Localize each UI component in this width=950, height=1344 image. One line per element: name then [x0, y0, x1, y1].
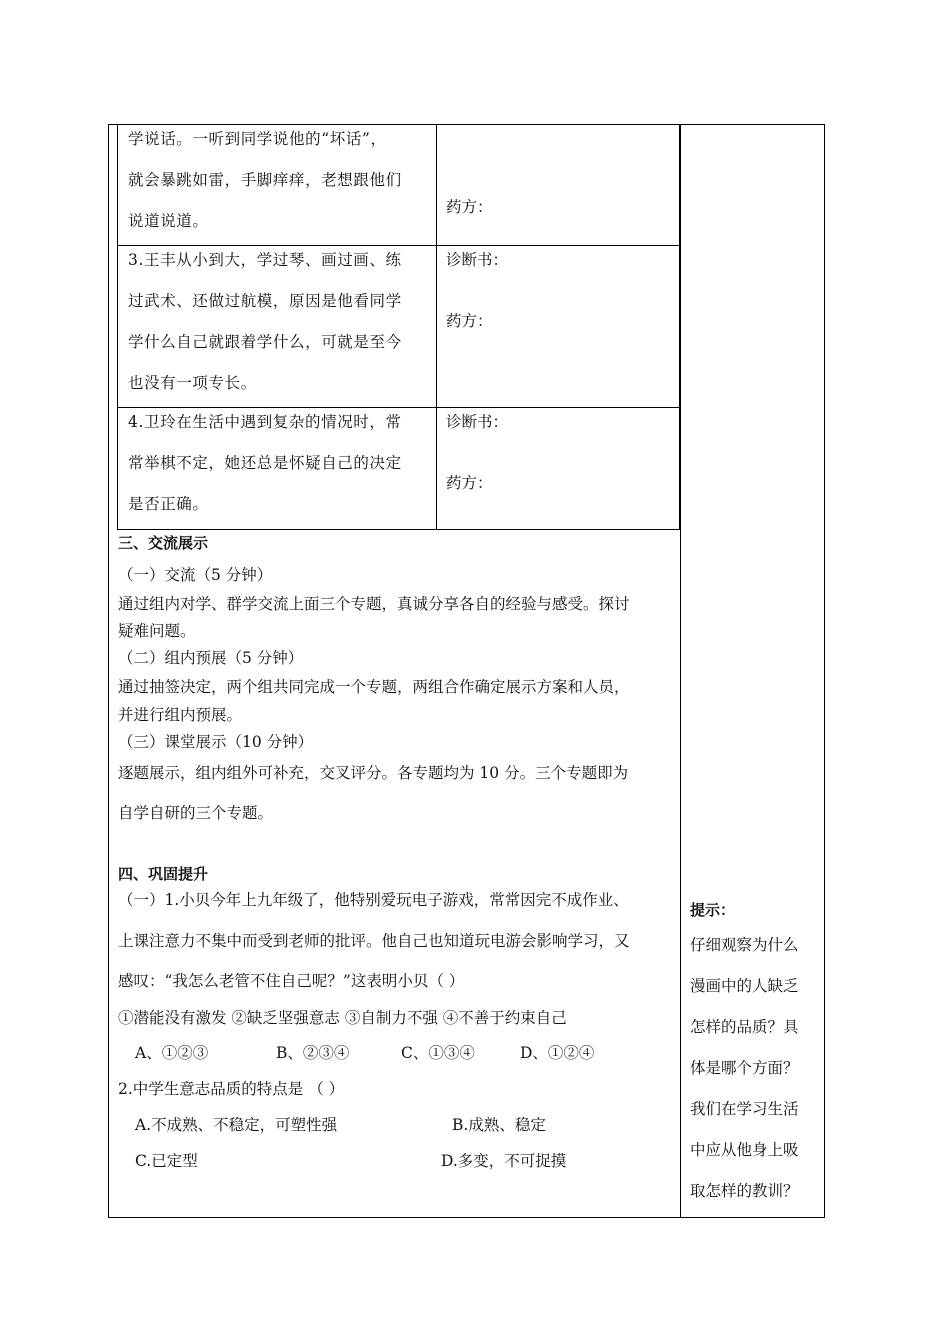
choice-b: B、②③④ — [276, 1044, 350, 1062]
text-line: 常举棋不定，她还总是怀疑自己的决定 — [128, 454, 402, 472]
prescription-label: 药方： — [446, 312, 493, 330]
text-line: 学说话。一听到同学说他的“坏话”， — [128, 130, 387, 148]
hint-line: 中应从他身上吸 — [690, 1141, 799, 1159]
section-heading: 三、交流展示 — [118, 534, 209, 552]
text-line: 学什么自己就跟着学什么，可就是至今 — [128, 333, 402, 351]
paragraph-line: 自学自研的三个专题。 — [118, 804, 274, 822]
question-line: 上课注意力不集中而受到老师的批评。他自己也知道玩电游会影响学习，又 — [118, 932, 630, 950]
sidebar-divider — [680, 124, 681, 1218]
hint-title: 提示： — [690, 901, 736, 919]
prescription-label: 药方： — [446, 474, 493, 492]
diagnosis-label: 诊断书： — [446, 413, 509, 431]
question-options: ①潜能没有激发 ②缺乏坚强意志 ③自制力不强 ④不善于约束自己 — [118, 1009, 567, 1027]
text-line: 就会暴跳如雷，手脚痒痒，老想跟他们 — [128, 171, 402, 189]
choice-a: A.不成熟、不稳定，可塑性强 — [135, 1116, 338, 1134]
choice-a: A、①②③ — [135, 1044, 209, 1062]
subsection-title: （二）组内预展（5 分钟） — [118, 649, 304, 667]
paragraph-line: 逐题展示，组内组外可补充，交叉评分。各专题均为 10 分。三个专题即为 — [118, 764, 629, 782]
paragraph-line: 通过抽签决定，两个组共同完成一个专题，两组合作确定展示方案和人员， — [118, 678, 630, 696]
text-line: 过武术、还做过航模，原因是他看同学 — [128, 292, 402, 310]
table-row-3-text — [128, 402, 428, 525]
question-line: （一）1.小贝今年上九年级了，他特别爱玩电子游戏，常常因完不成作业、 — [118, 891, 629, 909]
hint-line: 取怎样的教训？ — [690, 1182, 799, 1200]
paragraph-line: 通过组内对学、群学交流上面三个专题，真诚分享各自的经验与感受。探讨 — [118, 595, 630, 613]
subsection-title: （三）课堂展示（10 分钟） — [118, 733, 314, 751]
text-line: 4.卫玲在生活中遇到复杂的情况时，常 — [128, 413, 402, 431]
hint-line: 体是哪个方面？ — [690, 1059, 799, 1077]
diagnosis-label: 诊断书： — [446, 251, 509, 269]
paragraph-line: 疑难问题。 — [118, 622, 196, 640]
prescription-label: 药方： — [446, 198, 493, 216]
hint-line: 漫画中的人缺乏 — [690, 977, 799, 995]
table-row-2-text — [128, 240, 428, 404]
table-column-divider — [436, 124, 437, 529]
hint-line: 怎样的品质？具 — [690, 1018, 799, 1036]
hint-line: 我们在学习生活 — [690, 1100, 799, 1118]
choice-c: C、①③④ — [401, 1044, 475, 1062]
table-row-1-text — [128, 119, 428, 242]
text-line: 3.王丰从小到大，学过琴、画过画、练 — [128, 251, 402, 269]
text-line: 说道说道。 — [128, 212, 209, 230]
choice-b: B.成熟、稳定 — [452, 1116, 546, 1134]
choice-c: C.已定型 — [135, 1152, 198, 1170]
question-line: 感叹：“我怎么老管不住自己呢？”这表明小贝（ ） — [118, 972, 465, 990]
hint-line: 仔细观察为什么 — [690, 936, 799, 954]
choice-d: D.多变，不可捉摸 — [441, 1152, 567, 1170]
question-line: 2.中学生意志品质的特点是 （ ） — [118, 1080, 345, 1098]
section-heading: 四、巩固提升 — [118, 865, 209, 883]
text-line: 也没有一项专长。 — [128, 374, 257, 392]
choice-d: D、①②④ — [520, 1044, 595, 1062]
text-line: 是否正确。 — [128, 495, 209, 513]
subsection-title: （一）交流（5 分钟） — [118, 566, 273, 584]
paragraph-line: 并进行组内预展。 — [118, 706, 243, 724]
